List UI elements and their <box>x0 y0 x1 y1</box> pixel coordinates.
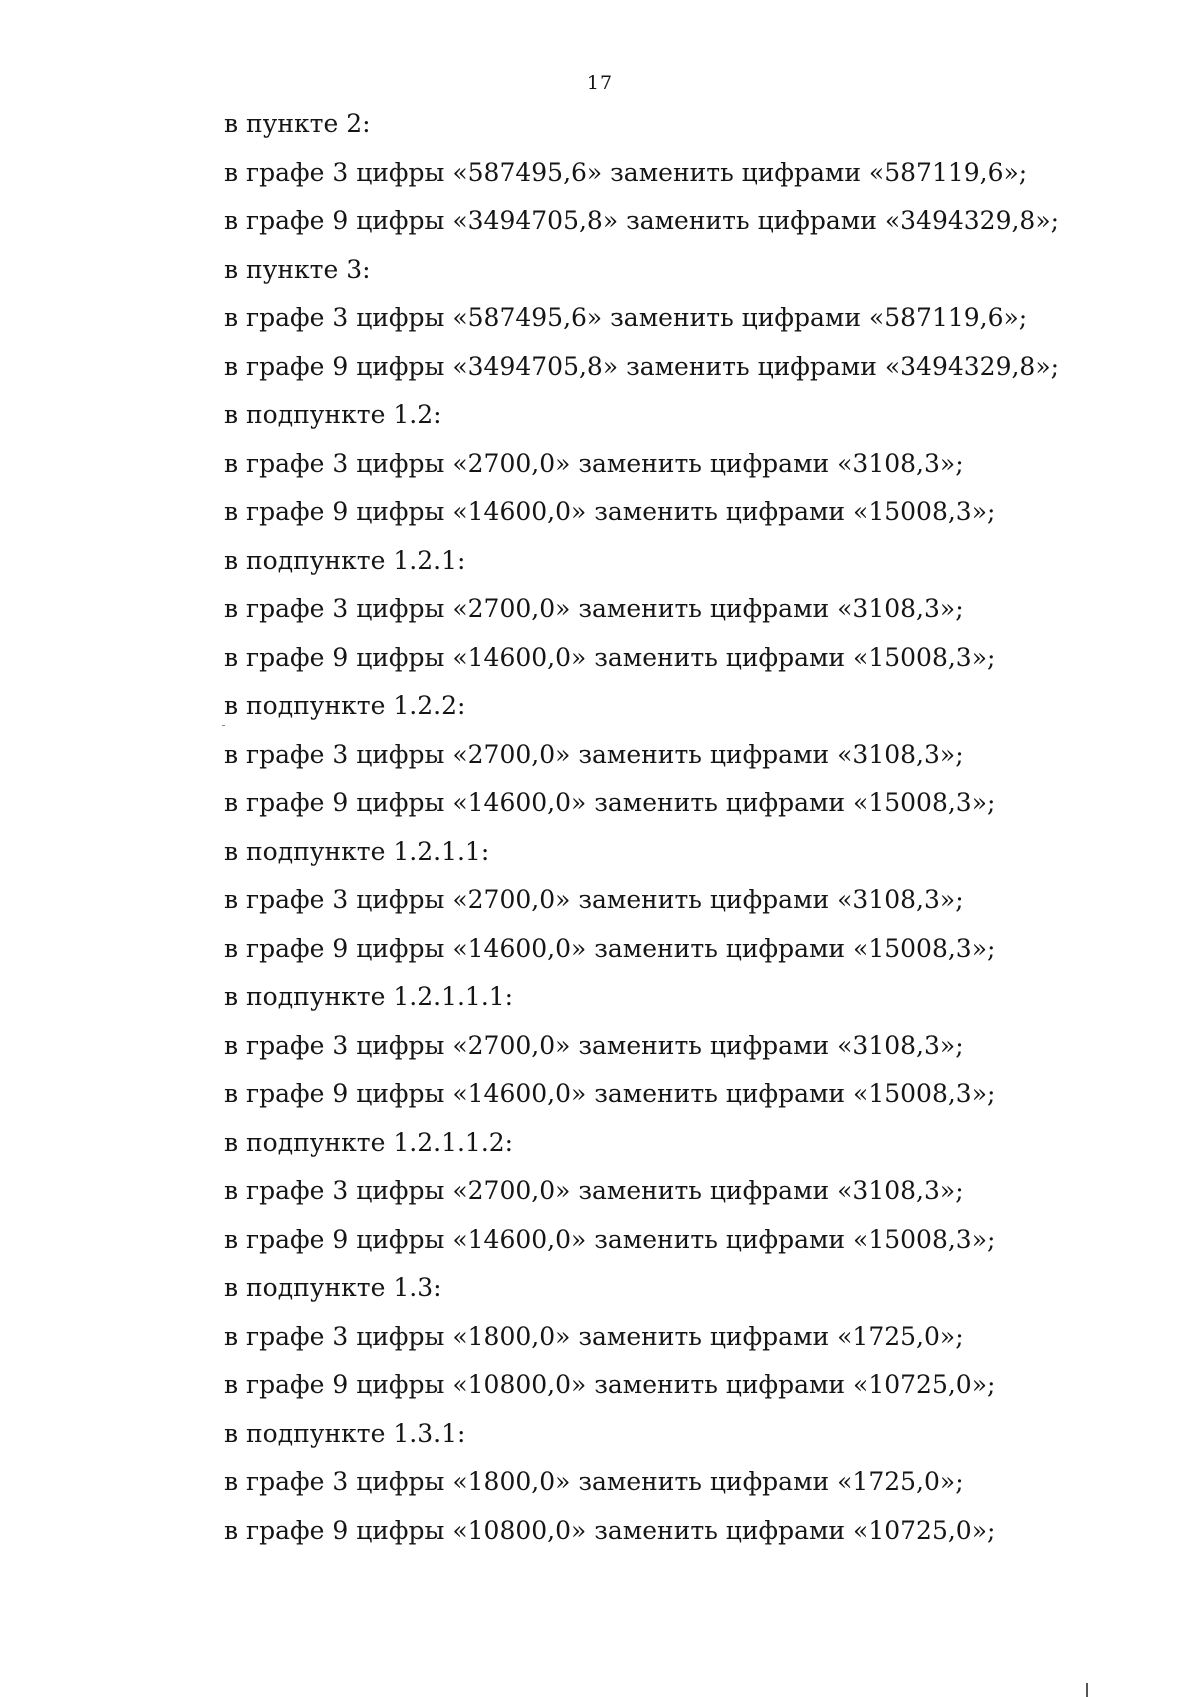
text-line: в графе 9 цифры «14600,0» заменить цифрами «15008,3»; <box>224 1079 996 1108</box>
text-line: в графе 3 цифры «2700,0» заменить цифрами «3108,3»; <box>224 885 964 914</box>
text-line: в графе 9 цифры «14600,0» заменить цифрами «15008,3»; <box>224 497 996 526</box>
text-line: в подпункте 1.2: <box>224 400 442 429</box>
text-line: в графе 3 цифры «2700,0» заменить цифрами «3108,3»; <box>224 739 964 769</box>
text-line: в графе 3 цифры «1800,0» заменить цифрами «1725,0»; <box>224 1321 964 1351</box>
text-line: в графе 3 цифры «2700,0» заменить цифрами «3108,3»; <box>224 594 964 623</box>
text-line: в графе 3 цифры «2700,0» заменить цифрами «3108,3»; <box>224 1176 964 1205</box>
text-line: в графе 3 цифры «1800,0» заменить цифрами «1725,0»; <box>224 1467 964 1496</box>
text-line: в подпункте 1.2.1.1.2: <box>224 1127 514 1157</box>
text-line: в пункте 3: <box>224 254 371 284</box>
text-line: в графе 9 цифры «10800,0» заменить цифрами «10725,0»; <box>224 1515 996 1545</box>
page-number: 17 <box>586 72 614 94</box>
text-line: в подпункте 1.2.1.1: <box>224 836 490 866</box>
text-line: в графе 9 цифры «10800,0» заменить цифрами «10725,0»; <box>224 1370 996 1399</box>
text-line: в графе 9 цифры «14600,0» заменить цифрами «15008,3»; <box>224 1224 996 1254</box>
amendment-text <box>224 100 1124 1555</box>
text-line: в пункте 2: <box>224 109 371 138</box>
text-line: в графе 3 цифры «2700,0» заменить цифрами «3108,3»; <box>224 448 964 478</box>
text-line: в графе 9 цифры «14600,0» заменить цифрами «15008,3»; <box>224 642 996 672</box>
text-line: в подпункте 1.2.2: <box>224 691 466 720</box>
text-line: в графе 9 цифры «3494705,8» заменить цифрами «3494329,8»; <box>224 206 1060 235</box>
text-line: в графе 9 цифры «14600,0» заменить цифрами «15008,3»; <box>224 788 996 817</box>
text-line: в графе 9 цифры «3494705,8» заменить цифрами «3494329,8»; <box>224 351 1060 381</box>
text-line: в подпункте 1.2.1: <box>224 545 466 575</box>
text-line: в графе 3 цифры «587495,6» заменить цифрами «587119,6»; <box>224 157 1028 187</box>
text-line: в подпункте 1.3: <box>224 1273 442 1302</box>
text-line: в графе 3 цифры «2700,0» заменить цифрами «3108,3»; <box>224 1030 964 1060</box>
scan-corner-mark <box>1086 1683 1088 1697</box>
text-line: в графе 9 цифры «14600,0» заменить цифрами «15008,3»; <box>224 933 996 963</box>
text-line: в подпункте 1.2.1.1.1: <box>224 982 514 1011</box>
text-line: в графе 3 цифры «587495,6» заменить цифрами «587119,6»; <box>224 303 1028 332</box>
text-line: в подпункте 1.3.1: <box>224 1418 466 1448</box>
margin-mark <box>222 725 225 726</box>
